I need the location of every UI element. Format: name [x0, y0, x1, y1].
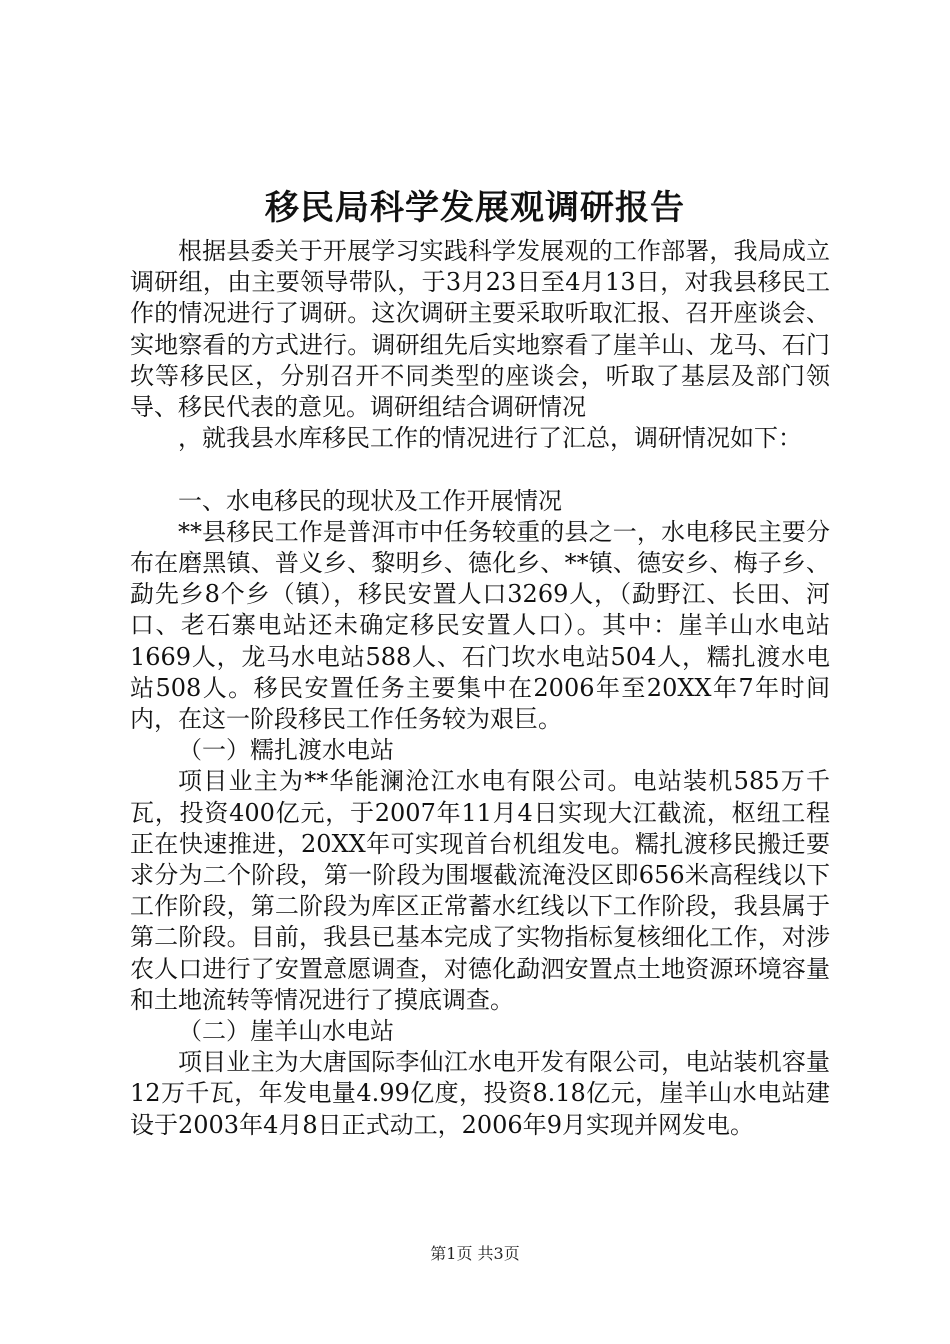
section1-paragraph: **县移民工作是普洱市中任务较重的县之一，水电移民主要分布在磨黑镇、普义乡、黎明乡、德化乡、**镇、德安乡、梅子乡、勐先乡8个乡（镇），移民安置人口3269人，（勐野江、长田、河口、老石寨电站还未确定移民安置人口）。其中：崖羊山水电站1669人，龙马水电站588人、石门坎水电站504人，糯扎渡水电站508人。移民安置任务主要集中在2006年至20XX年7年时间内，在这一阶段移民工作任务较为艰巨。 — [130, 517, 830, 734]
document-title: 移民局科学发展观调研报告 — [265, 188, 685, 228]
subsection2-paragraph: 项目业主为大唐国际李仙江水电开发有限公司，电站装机容量12万千瓦，年发电量4.99亿度，投资8.18亿元，崖羊山水电站建设于2003年4月8日正式动工，2006年9月实现并网发电。 — [130, 1048, 830, 1139]
intro-continuation: ，就我县水库移民工作的情况进行了汇总，调研情况如下： — [178, 424, 802, 453]
page-footer: 第1页 共3页 — [430, 1244, 520, 1263]
section1-heading: 一、水电移民的现状及工作开展情况 — [178, 486, 562, 515]
document-body — [130, 236, 830, 1141]
paragraph-spacer — [130, 454, 830, 485]
subsection1-paragraph: 项目业主为**华能澜沧江水电有限公司。电站装机585万千瓦，投资400亿元，于2007年11月4日实现大江截流，枢纽工程正在快速推进，20XX年可实现首台机组发电。糯扎渡移民搬迁要求分为二个阶段，第一阶段为围堰截流淹没区即656米高程线以下工作阶段，第二阶段为库区正常蓄水红线以下工作阶段，我县属于第二阶段。目前，我县已基本完成了实物指标复核细化工作，对涉农人口进行了安置意愿调查，对德化勐泗安置点土地资源环境容量和土地流转等情况进行了摸底调查。 — [130, 767, 830, 1014]
subsection1-heading: （一）糯扎渡水电站 — [178, 736, 394, 765]
subsection2-heading: （二）崖羊山水电站 — [178, 1017, 394, 1046]
intro-paragraph: 根据县委关于开展学习实践科学发展观的工作部署，我局成立调研组，由主要领导带队，于3月23日至4月13日，对我县移民工作的情况进行了调研。这次调研主要采取听取汇报、召开座谈会、实地察看的方式进行。调研组先后实地察看了崖羊山、龙马、石门坎等移民区，分别召开不同类型的座谈会，听取了基层及部门领导、移民代表的意见。调研组结合调研情况 — [130, 237, 830, 422]
